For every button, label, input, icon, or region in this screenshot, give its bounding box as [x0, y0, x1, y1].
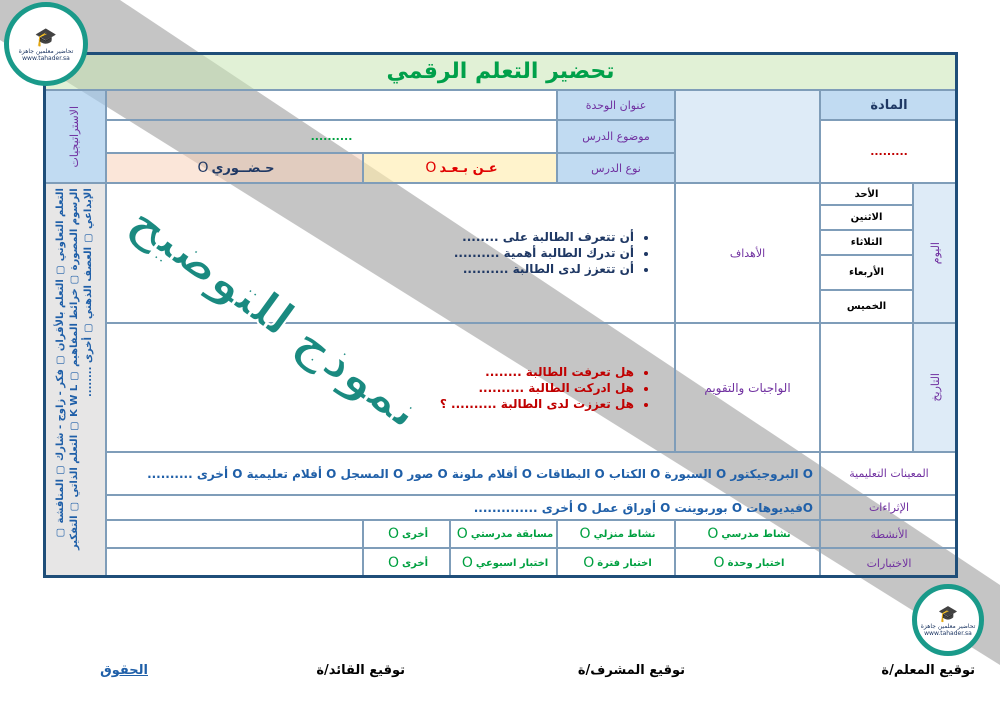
day-monday[interactable]: الاثنين: [820, 205, 913, 230]
objective-item: • أن تتعرف الطالبة على ........: [454, 229, 634, 245]
day-sunday[interactable]: الأحد: [820, 183, 913, 205]
graduation-cap-icon: 🎓: [34, 26, 58, 48]
activity-home[interactable]: نشاط منزلي O: [557, 520, 675, 548]
test-weekly[interactable]: اختبار اسبوعي O: [450, 548, 557, 578]
supervisor-signature: توقيع المشرف/ة: [577, 663, 685, 678]
remote-option[interactable]: [363, 153, 557, 183]
enrichment-label: الإثراءات: [820, 495, 958, 520]
date-field[interactable]: [820, 323, 913, 452]
resources-label: المعينات التعليمية: [820, 452, 958, 495]
subject-field[interactable]: .........: [820, 120, 958, 183]
activity-other[interactable]: أخرى O: [363, 520, 450, 548]
homework-item: • هل تعرفت الطالبة ........: [440, 364, 634, 380]
day-label: اليوم: [913, 183, 958, 323]
objective-item: • أن تتعزز لدى الطالبة ..........: [454, 261, 634, 277]
radio-icon[interactable]: O: [425, 160, 437, 176]
test-other[interactable]: أخرى O: [363, 548, 450, 578]
subject-label: المادة: [820, 90, 958, 120]
test-term[interactable]: اختبار فترة O: [557, 548, 675, 578]
activities-label: الأنشطة: [820, 520, 958, 548]
strategies-header: [43, 90, 106, 183]
logo-bottom: 🎓 تحاضير معلمين جاهزة www.tahader.sa: [912, 584, 984, 656]
lesson-topic-field[interactable]: ..........: [106, 120, 557, 153]
graduation-cap-icon: 🎓: [938, 603, 958, 623]
in-person-option[interactable]: [106, 153, 363, 183]
strategies-list[interactable]: [43, 183, 106, 578]
day-wednesday[interactable]: الأربعاء: [820, 255, 913, 290]
homework-item: • هل تعززت لدى الطالبة .......... ؟: [440, 396, 634, 412]
teacher-signature: توقيع المعلم/ة: [881, 663, 975, 678]
logo-top: 🎓 تحاضير معلمين جاهزة www.tahader.sa: [4, 2, 88, 86]
activity-competition[interactable]: مسابقة مدرستي O: [450, 520, 557, 548]
title-row: تحضير التعلم الرقمي: [43, 52, 958, 90]
strategies-items: التعلم التعاوني ▢ التعلم بالأقران ▢ فكر - زاوج - شارك ▢ المناقشة ▢ الرسوم المصورة ▢ خرائط المفاهيم ▢ K W L ▢ التعلم الذاتي ▢ التفكير الإبداعي ▢ العصف الذهني ▢ أخرى ........: [54, 188, 94, 550]
tests-label: الاختبارات: [820, 548, 958, 578]
activity-blank: [106, 520, 363, 548]
date-label: التاريخ: [913, 323, 958, 452]
day-tuesday[interactable]: الثلاثاء: [820, 230, 913, 255]
unit-title-label: عنوان الوحدة: [557, 90, 675, 120]
homework-label: الواجبات والتقويم: [675, 323, 820, 452]
test-blank: [106, 548, 363, 578]
strategies-label: الاستراتيجيات: [68, 105, 81, 168]
enrichment-options[interactable]: Oفيديوهات O بوربوينت O أوراق عمل O أخرى ..............: [106, 495, 820, 520]
blank-cell: [675, 90, 820, 183]
unit-title-field[interactable]: [106, 90, 557, 120]
objectives-label: الأهداف: [675, 183, 820, 323]
remote-label: عـن بـعـد: [439, 160, 498, 176]
rights-link[interactable]: الحقوق: [100, 663, 148, 678]
in-person-label: حـضــوري: [211, 160, 275, 176]
homework-item: • هل ادركت الطالبة ..........: [440, 380, 634, 396]
test-unit[interactable]: اختبار وحدة O: [675, 548, 820, 578]
watermark-text: نموذج للتوضيح: [119, 192, 431, 440]
day-thursday[interactable]: الخميس: [820, 290, 913, 323]
lesson-type-label: نوع الدرس: [557, 153, 675, 183]
activity-school[interactable]: نشاط مدرسي O: [675, 520, 820, 548]
objective-item: • أن تدرك الطالبة أهمية ..........: [454, 245, 634, 261]
radio-icon[interactable]: O: [197, 160, 209, 176]
resources-options[interactable]: O البروجيكتور O السبورة O الكتاب O البطاقات O أقلام ملونة O صور O المسجل O أفلام تعليمية O أخرى ..........: [106, 452, 820, 495]
leader-signature: توقيع القائد/ة: [316, 663, 405, 678]
lesson-topic-label: موضوع الدرس: [557, 120, 675, 153]
